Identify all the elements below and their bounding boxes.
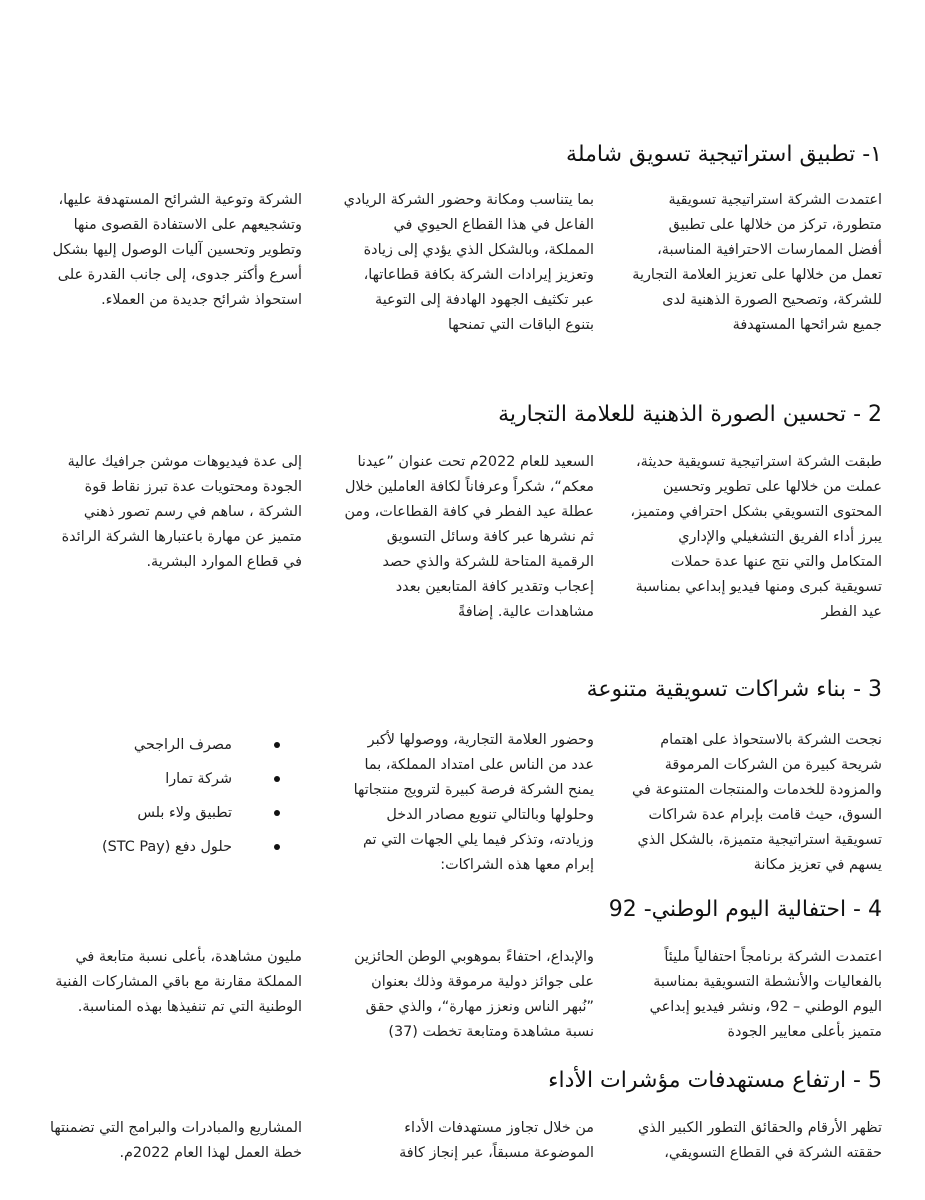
section-columns (50, 188, 882, 428)
section-title: 5 - ارتفاع مستهدفات مؤشرات الأداء (548, 1068, 882, 1093)
section-partnerships (50, 675, 882, 873)
section-columns (50, 1116, 882, 1196)
paragraph: إلى عدة فيديوهات موشن جرافيك عالية الجودة ومحتويات عدة تبرز نقاط قوة الشركة ، ساهم في رسم تصور ذهني متميز عن مهارة باعتبارها الشركة الرائدة في قطاع الموارد البشرية. (61, 454, 302, 570)
section-title: 3 - بناء شراكات تسويقية متنوعة (586, 677, 882, 702)
paragraph: بما يتناسب ومكانة وحضور الشركة الريادي الفاعل في هذا القطاع الحيوي في المملكة، وبالشكل الذي يؤدي إلى زيادة وتعزيز إيرادات الشركة بكافة قطاعاتها، عبر تكثيف الجهود الهادفة إلى التوعية بتنوع الباقات التي تمنحها (343, 192, 594, 333)
partner-name: شركة تمارا (165, 771, 232, 787)
text-column-2 (342, 728, 594, 878)
partner-name: تطبيق ولاء بلس (137, 805, 232, 821)
text-column-1 (630, 188, 882, 338)
bullet-icon (274, 810, 280, 816)
section-columns (50, 728, 882, 968)
partners-list (50, 728, 302, 864)
bullet-icon (274, 844, 280, 850)
section-brand-image (50, 400, 882, 620)
section-national-day (50, 895, 882, 1040)
section-marketing-strategy (50, 140, 882, 333)
paragraph: مليون مشاهدة، بأعلى نسبة متابعة في المملكة مقارنة مع باقي المشاركات الفنية الوطنية التي تم تنفيذها بهذه المناسبة. (55, 949, 302, 1015)
text-column-3 (50, 945, 302, 1020)
text-column-3 (50, 188, 302, 313)
paragraph: المشاريع والمبادرات والبرامج التي تضمنتها خطة العمل لهذا العام 2022م. (50, 1120, 302, 1161)
paragraph: اعتمدت الشركة استراتيجية تسويقية متطورة، تركز من خلالها على تطبيق أفضل الممارسات الاحترافية المناسبة، تعمل من خلالها على تعزيز العلامة التجارية للشركة، وتصحيح الصورة الذهنية لدى جميع شرائحها المستهدفة (632, 192, 882, 333)
text-column-2 (342, 450, 594, 625)
text-column-2 (342, 1116, 594, 1166)
section-title: 2 - تحسين الصورة الذهنية للعلامة التجارية (498, 402, 882, 427)
list-item (50, 728, 302, 762)
list-item (50, 796, 302, 830)
section-title: 4 - احتفالية اليوم الوطني- 92 (608, 897, 882, 922)
text-column-1 (630, 728, 882, 878)
text-column-3 (50, 1116, 302, 1166)
partners-column (50, 728, 302, 864)
text-column-2 (342, 188, 594, 338)
paragraph: الشركة وتوعية الشرائح المستهدفة عليها، وتشجيعهم على الاستفادة القصوى منها وتطوير وتحسين آليات الوصول إليها بشكل أسرع وأكثر جدوى، إلى جانب القدرة على استحواذ شرائح جديدة من العملاء. (52, 192, 302, 308)
bullet-icon (274, 776, 280, 782)
text-column-3 (50, 450, 302, 575)
section-kpi-targets (50, 1066, 882, 1161)
paragraph: تظهر الأرقام والحقائق التطور الكبير الذي حققته الشركة في القطاع التسويقي، (638, 1120, 882, 1161)
text-column-2 (342, 945, 594, 1045)
list-item (50, 830, 302, 864)
paragraph: من خلال تجاوز مستهدفات الأداء الموضوعة مسبقاً، عبر إنجاز كافة (399, 1120, 594, 1161)
paragraph: طبقت الشركة استراتيجية تسويقية حديثة، عملت من خلالها على تطوير وتحسين المحتوى التسويقي بشكل احترافي ومتميز، يبرز أداء الفريق التشغيلي والإداري المتكامل والتي نتج عنها عدة حملات تسويقية كبرى ومنها فيديو إبداعي بمناسبة عيد الفطر (630, 454, 882, 620)
paragraph: اعتمدت الشركة برنامجاً احتفالياً مليئاً بالفعاليات والأنشطة التسويقية بمناسبة اليوم الوطني – 92، ونشر فيديو إبداعي متميز بأعلى معايير الجودة (649, 949, 882, 1040)
section-columns (50, 450, 882, 690)
list-item (50, 762, 302, 796)
bullet-icon (274, 742, 280, 748)
paragraph: والإبداع، احتفاءً بموهوبي الوطن الحائزين على جوائز دولية مرموقة وذلك بعنوان ”نُبهر الناس ونعزز مهارة“، والذي حقق نسبة مشاهدة ومتابعة تخطت (37) (354, 949, 594, 1040)
text-column-1 (630, 1116, 882, 1166)
section-title: ١- تطبيق استراتيجية تسويق شاملة (566, 142, 882, 167)
partner-name: حلول دفع (STC Pay) (102, 839, 232, 855)
text-column-1 (630, 450, 882, 625)
text-column-1 (630, 945, 882, 1045)
paragraph: السعيد للعام 2022م تحت عنوان ”عيدنا معكم“، شكراً وعرفاناً لكافة العاملين خلال عطلة عيد الفطر في كافة القطاعات، ومن ثم نشرها عبر كافة وسائل التسويق الرقمية المتاحة للشركة والذي حصد إعجاب وتقدير كافة المتابعين بعدد مشاهدات عالية. إضافةً (344, 454, 594, 620)
paragraph: وحضور العلامة التجارية، ووصولها لأكبر عدد من الناس على امتداد المملكة، بما يمنح الشركة فرصة كبيرة لترويج منتجاتها وحلولها وبالتالي تنويع مصادر الدخل وزيادته، وتذكر فيما يلي الجهات التي تم إبرام معها هذه الشراكات: (353, 732, 594, 873)
partner-name: مصرف الراجحي (133, 737, 232, 753)
paragraph: نجحت الشركة بالاستحواذ على اهتمام شريحة كبيرة من الشركات المرموقة والمزودة للخدمات والمنتجات المتنوعة في السوق، حيث قامت بإبرام عدة شراكات تسويقية استراتيجية متميزة، بالشكل الذي يسهم في تعزيز مكانة (632, 732, 882, 873)
